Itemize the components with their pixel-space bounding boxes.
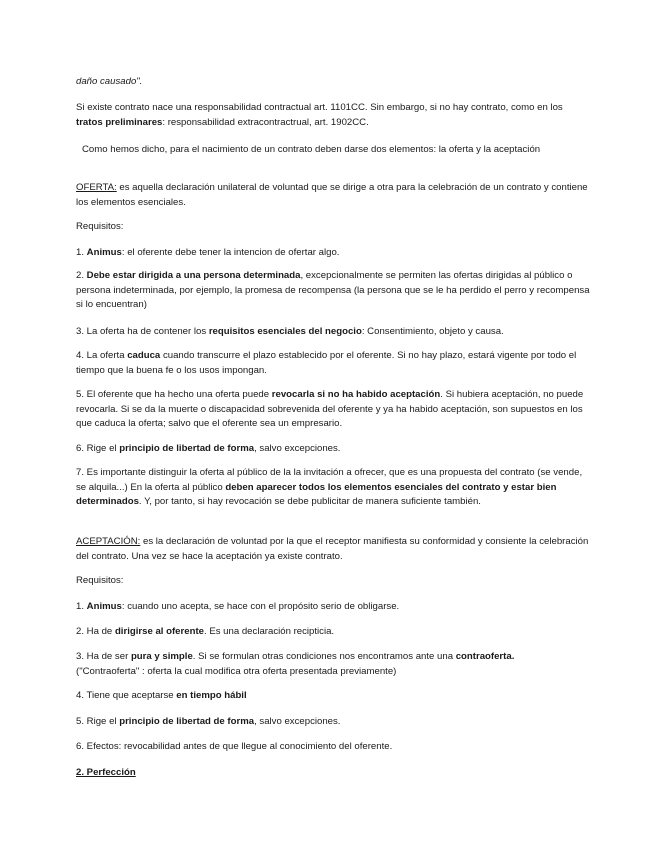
text: . Si hubiera aceptación, no puede revocarla. Si se da la muerte o discapacidad sobrevenida del oferente y ya ha habido aceptación, son supuestos en los que caduca la oferta; salvo que el oferente sea un empresario. [76,389,584,430]
text: 6. Efectos: revocabilidad antes de que llegue al conocimiento del oferente. [76,741,393,752]
aceptacion-label: ACEPTACIÓN: [76,536,141,547]
text: : el oferente debe tener la intencion de ofertar algo. [121,247,340,258]
oferta-requisito-7 [76,466,591,510]
text: es aquella declaración unilateral de voluntad que se dirige a otra para la celebración de un contrato y contiene los elementos esenciales. [76,182,588,208]
text: Si existe contrato nace una responsabilidad contractual art. 1101CC. Sin embargo, si no hay contrato, como en los [76,102,563,113]
text: . Si se formulan otras condiciones nos encontramos ante una [192,651,456,662]
aceptacion-requisito-3 [76,650,591,679]
bold-text: contraoferta. [455,651,515,662]
text: : Consentimiento, objeto y causa. [361,326,504,337]
text: 3. La oferta ha de contener los [76,326,209,337]
text: 6. Rige el [76,443,120,454]
bold-text: dirigirse al oferente [114,626,204,637]
text: ("Contraoferta" : oferta la cual modifica otra oferta presentada previamente) [76,665,397,677]
oferta-requisito-4 [76,349,591,378]
text: 2. Ha de [76,626,115,637]
aceptacion-requisito-1 [76,600,591,615]
bold-text: Animus [86,247,122,258]
oferta-requisito-5 [76,388,591,432]
oferta-requisito-6 [76,442,591,457]
text: 7. Es importante distinguir la oferta al público de la la invitación a ofrecer, que es una propuesta del contrato (se vende, se alquila...) En la oferta al público [76,467,583,493]
bold-text: deben aparecer todos los elementos esenciales del contrato y estar bien determinados [76,481,557,508]
paragraph-aceptacion-definition [76,535,591,564]
bold-text: principio de libertad de forma [119,716,255,727]
aceptacion-requisito-6 [76,740,591,755]
text: : cuando uno acepta, se hace con el propósito serio de obligarse. [121,601,400,612]
text: 5. Rige el [76,716,120,727]
text: 5. El oferente que ha hecho una oferta puede [76,389,272,400]
bold-text: en tiempo hábil [176,690,247,701]
text: 1. [76,601,87,612]
oferta-label: OFERTA: [76,182,117,193]
text: 4. La oferta [76,350,128,361]
text: . Es una declaración recipticia. [203,626,335,637]
bold-text: principio de libertad de forma [119,443,255,454]
paragraph-quote-end [76,75,591,90]
text: Requisitos: [76,221,124,232]
oferta-requisito-3 [76,325,591,340]
aceptacion-requisito-2 [76,625,591,640]
text: Como hemos dicho, para el nacimiento de un contrato deben darse dos elementos: la oferta y la aceptación [82,144,541,155]
requisitos-heading [76,220,591,235]
aceptacion-requisito-4 [76,689,591,704]
text: , salvo excepciones. [254,716,341,727]
oferta-requisito-2 [76,269,591,313]
heading-text: 2. Perfección [76,767,136,778]
bold-text: requisitos esenciales del negocio [208,326,362,337]
text: cuando transcurre el plazo establecido por el oferente. Si no hay plazo, estará vigente por todo el tiempo que la buena fe o los usos impongan. [76,350,577,376]
oferta-requisito-1 [76,246,591,261]
text: 3. Ha de ser [76,651,131,662]
bold-text: Animus [86,601,122,612]
text: 4. Tiene que aceptarse [76,690,177,701]
bold-text: pura y simple [130,651,193,662]
requisitos-heading-2 [76,574,591,589]
paragraph-responsabilidad [76,101,591,130]
paragraph-oferta-definition [76,181,591,210]
aceptacion-requisito-5 [76,715,591,730]
text: . Y, por tanto, si hay revocación se debe publicitar de manera suficiente también. [138,496,481,508]
text: Requisitos: [76,575,124,586]
text: es la declaración de voluntad por la que el receptor manifiesta su conformidad y consiente la celebración del contrato. Una vez se hace la aceptación ya existe contrato. [76,536,589,562]
bold-text: Debe estar dirigida a una persona determinada [86,270,301,281]
bold-text: caduca [127,350,161,361]
section-heading-perfeccion [76,766,591,781]
paragraph-elementos [76,143,591,158]
text: : responsabilidad extracontractrual, art. 1902CC. [162,116,369,128]
bold-text: tratos preliminares [76,116,163,128]
text: 2. [76,270,87,281]
quote-end-text: daño causado". [76,76,143,87]
text: , salvo excepciones. [254,443,341,454]
text: , excepcionalmente se permiten las ofertas dirigidas al público o persona indeterminada, por ejemplo, la promesa de recompensa (la persona que se le ha perdido el perro y recompensa si lo encuentran) [76,270,590,311]
text: 1. [76,247,87,258]
bold-text: revocarla si no ha habido aceptación [271,389,441,400]
